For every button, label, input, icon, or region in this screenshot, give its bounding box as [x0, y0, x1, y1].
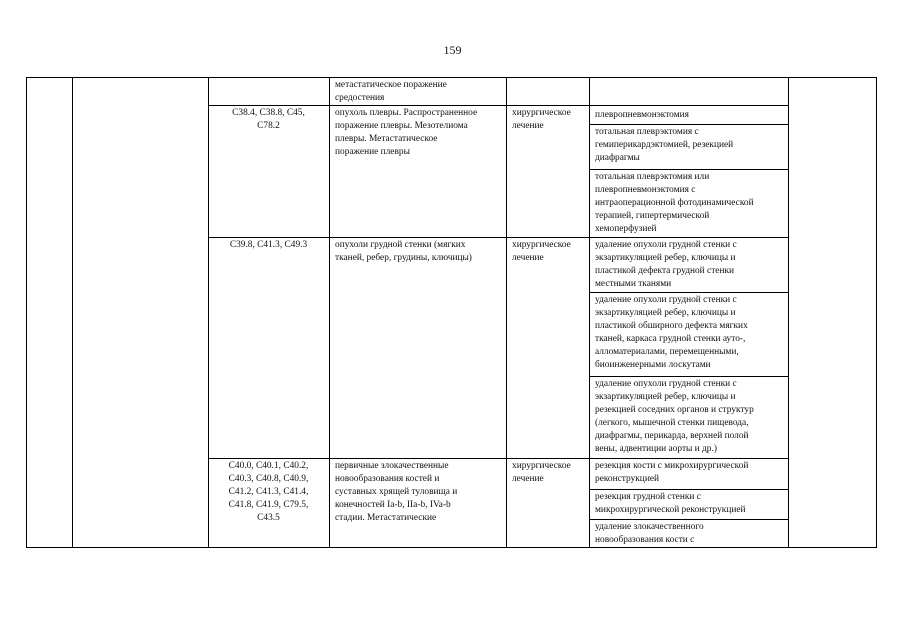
- method-divider: [589, 376, 789, 377]
- code-line: C39.8, C41.3, C49.3: [229, 240, 308, 250]
- table-border-bottom: [26, 547, 877, 548]
- diagnosis-line: метастатическое поражение: [335, 80, 447, 90]
- method-line: терапией, гипертермической: [595, 211, 710, 221]
- treatment-cell: [512, 239, 571, 265]
- method-cell: [595, 294, 748, 372]
- treatment-line: хирургическое: [512, 108, 571, 118]
- column-divider: [329, 77, 330, 548]
- row-divider: [208, 105, 789, 106]
- method-line: (легкого, мышечной стенки пищевода,: [595, 418, 749, 428]
- method-divider: [589, 519, 789, 520]
- code-line: C40.3, C40.8, C40.9,: [228, 474, 309, 484]
- table-border-top: [26, 77, 877, 78]
- code-line: C38.4, C38.8, C45,: [232, 108, 305, 118]
- diagnosis-line: конечностей Ia-b, IIa-b, IVa-b: [335, 500, 451, 510]
- diagnosis-cell: [335, 239, 472, 265]
- method-line: удаление злокачественного: [595, 522, 704, 532]
- column-divider: [72, 77, 73, 548]
- method-cell: [595, 109, 689, 122]
- method-line: резекцией соседних органов и структур: [595, 405, 754, 415]
- diagnosis-line: первичные злокачественные: [335, 461, 449, 471]
- diagnosis-line: новообразования костей и: [335, 474, 440, 484]
- method-line: вены, адвентиции аорты и др.): [595, 444, 717, 454]
- diagnosis-cell: [335, 107, 477, 159]
- method-line: резекция грудной стенки с: [595, 492, 701, 502]
- diagnosis-line: опухоли грудной стенки (мягких: [335, 240, 466, 250]
- method-line: пластикой дефекта грудной стенки: [595, 266, 735, 276]
- method-divider: [589, 292, 789, 293]
- method-line: диафрагмы: [595, 153, 640, 163]
- column-divider: [876, 77, 877, 548]
- code-line: C43.5: [257, 513, 280, 523]
- method-cell: [595, 460, 748, 486]
- method-line: экзартикуляцией ребер, ключицы и: [595, 308, 736, 318]
- column-divider: [788, 77, 789, 548]
- method-cell: [595, 239, 737, 291]
- method-line: интраоперационной фотодинамической: [595, 198, 754, 208]
- method-cell: [595, 378, 754, 456]
- treatment-line: лечение: [512, 253, 544, 263]
- diagnosis-cell: [335, 460, 457, 525]
- method-line: тотальная плеврэктомия или: [595, 172, 710, 182]
- code-line: C78.2: [257, 121, 280, 131]
- diagnosis-line: суставных хрящей туловища и: [335, 487, 458, 497]
- method-line: экзартикуляцией ребер, ключицы и: [595, 253, 736, 263]
- method-cell: [595, 126, 733, 165]
- diagnosis-line: поражение плевры. Мезотелиома: [335, 121, 468, 131]
- row-divider: [208, 237, 789, 238]
- method-line: удаление опухоли грудной стенки с: [595, 379, 737, 389]
- method-line: экзартикуляцией ребер, ключицы и: [595, 392, 736, 402]
- column-divider: [26, 77, 27, 548]
- method-divider: [589, 489, 789, 490]
- method-line: хемоперфузией: [595, 224, 657, 234]
- treatment-line: лечение: [512, 121, 544, 131]
- treatment-line: лечение: [512, 474, 544, 484]
- method-line: биоинженерными лоскутами: [595, 360, 711, 370]
- method-divider: [589, 169, 789, 170]
- page-number: 159: [443, 43, 462, 57]
- diagnosis-line: плевры. Метастатическое: [335, 134, 438, 144]
- method-line: резекция кости с микрохирургической: [595, 461, 749, 471]
- column-divider: [506, 77, 507, 548]
- method-line: гемиперикардэктомией, резекцией: [595, 140, 734, 150]
- column-divider: [208, 77, 209, 548]
- method-cell: [595, 491, 746, 517]
- codes-cell: [210, 107, 327, 133]
- treatment-cell: [512, 107, 571, 133]
- method-cell: [595, 171, 754, 236]
- codes-cell: [210, 460, 327, 525]
- codes-cell: [210, 239, 327, 252]
- diagnosis-line: опухоль плевры. Распространенное: [335, 108, 478, 118]
- treatment-line: хирургическое: [512, 240, 571, 250]
- method-line: плевропневмонэктомия с: [595, 185, 696, 195]
- method-line: тканей, каркаса грудной стенки ауто-,: [595, 334, 746, 344]
- diagnosis-line: поражение плевры: [335, 147, 410, 157]
- diagnosis-cell: [335, 79, 447, 105]
- column-divider: [589, 77, 590, 548]
- method-line: местными тканями: [595, 279, 672, 289]
- diagnosis-line: средостения: [335, 93, 385, 103]
- method-line: тотальная плеврэктомия с: [595, 127, 699, 137]
- method-line: удаление опухоли грудной стенки с: [595, 240, 737, 250]
- method-cell: [595, 521, 704, 547]
- diagnosis-line: стадии. Метастатические: [335, 513, 437, 523]
- method-line: удаление опухоли грудной стенки с: [595, 295, 737, 305]
- method-line: алломатериалами, перемещенными,: [595, 347, 739, 357]
- method-line: микрохирургической реконструкцией: [595, 505, 746, 515]
- method-line: плевропневмонэктомия: [595, 110, 689, 120]
- method-divider: [589, 124, 789, 125]
- row-divider: [208, 458, 789, 459]
- method-line: пластикой обширного дефекта мягких: [595, 321, 748, 331]
- method-line: диафрагмы, перикарда, верхней полой: [595, 431, 749, 441]
- method-line: реконструкцией: [595, 474, 660, 484]
- treatment-cell: [512, 460, 571, 486]
- code-line: C41.2, C41.3, C41.4,: [228, 487, 309, 497]
- diagnosis-line: тканей, ребер, грудины, ключицы): [335, 253, 472, 263]
- code-line: C40.0, C40.1, C40.2,: [228, 461, 309, 471]
- method-line: новообразования кости с: [595, 535, 695, 545]
- code-line: C41.8, C41.9, C79.5,: [228, 500, 309, 510]
- treatment-line: хирургическое: [512, 461, 571, 471]
